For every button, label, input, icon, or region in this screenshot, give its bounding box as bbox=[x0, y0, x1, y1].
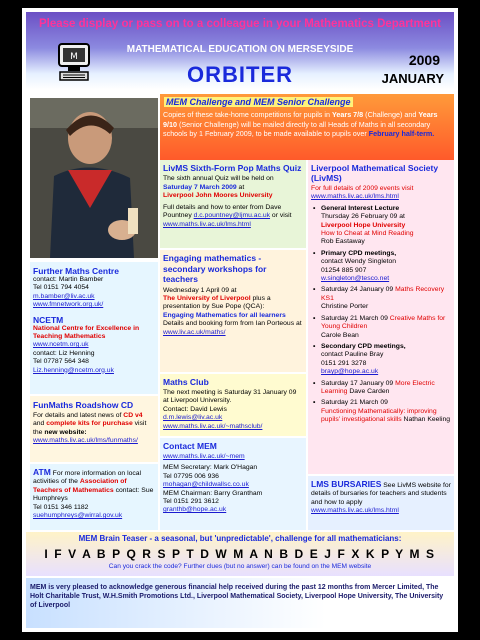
student-photo bbox=[30, 98, 158, 258]
contact-chairman-phone: Tel 0151 291 3612 bbox=[163, 498, 219, 506]
list-item bbox=[308, 343, 454, 377]
list-item bbox=[308, 315, 454, 340]
brain-teaser-panel bbox=[26, 532, 454, 576]
event-speaker: Dave Carden bbox=[347, 387, 390, 395]
contact-secretary-phone: Tel 07795 006 936 bbox=[163, 472, 219, 480]
club-email-link[interactable]: d.m.lewis@liv.ac.uk bbox=[163, 414, 223, 422]
pop-maths-quiz-panel bbox=[160, 160, 306, 248]
livms-panel bbox=[308, 160, 454, 474]
fmc-contact: contact: Martin Bamber bbox=[33, 276, 104, 283]
list-item bbox=[308, 380, 454, 397]
quiz-email-link[interactable]: d.c.pountney@ljmu.ac.uk bbox=[193, 212, 271, 220]
engage-heading: Engaging mathematics - secondary workshops for teachers bbox=[163, 253, 267, 284]
list-item bbox=[308, 399, 454, 424]
ncetm-email-link[interactable]: Liz.henning@ncetm.org.uk bbox=[33, 366, 114, 374]
quiz-details-text: Full details and how to enter from Dave Pountney bbox=[163, 203, 282, 220]
mem-text-1: Copies of these take-home competitions for pupils in bbox=[163, 110, 332, 119]
engage-venue: The University of Liverpool bbox=[163, 294, 251, 302]
funmaths-roadshow-panel bbox=[30, 396, 158, 462]
contact-secretary: MEM Secretary: Mark O'Hagan bbox=[163, 464, 258, 472]
newsletter-sheet bbox=[22, 8, 458, 632]
roadshow-cd-version: CD v4 bbox=[123, 412, 143, 419]
event-date: Saturday 24 January 09 bbox=[321, 286, 396, 294]
further-maths-heading: Further Maths Centre bbox=[33, 266, 119, 276]
event-speaker: Carole Bean bbox=[321, 331, 359, 339]
roadshow-visit: visit the bbox=[33, 420, 147, 436]
livms-heading: Liverpool Mathematical Society (LivMS) bbox=[311, 163, 439, 183]
contact-chairman: MEM Chairman: Barry Grantham bbox=[163, 489, 263, 497]
engage-date: Wednesday 1 April 09 at bbox=[163, 286, 237, 294]
roadshow-and: and bbox=[33, 420, 47, 428]
subtitle: MATHEMATICAL EDUCATION ON MERSEYSIDE bbox=[126, 44, 354, 55]
footer-text: MEM is very pleased to acknowledge generous financial help received during the past 12 months from Mercer Limited, The Holt Charitable Trust, W.H.Smith Promotions Ltd., Liverpool Mathematical Society, Liverpool Hope University, The University of Liverpool bbox=[30, 584, 444, 609]
lms-bursaries-panel bbox=[308, 476, 454, 530]
club-contact: Contact: David Lewis bbox=[163, 405, 227, 413]
ncetm-text bbox=[33, 325, 155, 375]
display-notice: Please display or pass on to a colleague in your Mathematics Department bbox=[39, 18, 441, 30]
club-next-meeting: The next meeting is Saturday 31 January 09 at Liverpool University. bbox=[163, 389, 297, 405]
mem-half-term: February half-term. bbox=[368, 129, 435, 138]
event-contact: contact Pauline Bray bbox=[321, 351, 384, 359]
event-phone: 01254 885 907 bbox=[321, 266, 367, 274]
quiz-heading: LivMS Sixth-Form Pop Maths Quiz bbox=[163, 163, 302, 173]
event-date: Saturday 21 March 09 bbox=[321, 399, 388, 407]
ncetm-heading: NCETM bbox=[33, 314, 64, 325]
club-heading: Maths Club bbox=[163, 377, 209, 387]
roadshow-new-website: new website: bbox=[44, 428, 87, 436]
event-phone: 0151 291 3278 bbox=[321, 359, 367, 367]
atm-panel bbox=[30, 464, 158, 530]
quiz-url-link[interactable]: www.maths.liv.ac.uk/lms.html bbox=[163, 220, 251, 228]
student-photo-image bbox=[30, 98, 158, 258]
livms-intro-text: For full details of 2009 events visit bbox=[311, 185, 414, 192]
contact-chairman-email-link[interactable]: granthb@hope.ac.uk bbox=[163, 506, 227, 514]
event-talk: How to Cheat at Mind Reading bbox=[321, 230, 414, 238]
livms-intro bbox=[311, 185, 451, 202]
mem-years-9-10: Years 9/10 bbox=[163, 110, 438, 129]
roadshow-heading: FunMaths Roadshow CD bbox=[33, 400, 134, 410]
livms-event-list bbox=[308, 205, 454, 425]
event-title: General Interest Lecture bbox=[321, 204, 400, 212]
event-date: Thursday 26 February 09 at bbox=[321, 213, 405, 221]
further-maths-text bbox=[33, 276, 155, 310]
event-talk: Creative Maths for Young Children bbox=[321, 314, 446, 331]
computer-monitor-logo-icon bbox=[54, 40, 94, 82]
engage-talk-title: Engaging Mathematics for all learners bbox=[163, 311, 286, 319]
engage-text bbox=[163, 287, 303, 337]
mem-challenge-text bbox=[163, 110, 451, 139]
svg-text:M: M bbox=[70, 52, 78, 62]
roadshow-text-1: For details and latest news of bbox=[33, 412, 124, 419]
event-speaker: Christine Porter bbox=[321, 303, 369, 311]
club-url-link[interactable]: www.maths.liv.ac.uk/~mathsclub/ bbox=[163, 422, 263, 430]
issue-month: JANUARY bbox=[381, 71, 444, 86]
event-talk: More Electric Learning bbox=[321, 379, 435, 395]
quiz-venue: Liverpool John Moores University bbox=[163, 192, 273, 200]
atm-phone: Tel 0151 346 1182 bbox=[33, 503, 89, 511]
contact-text bbox=[163, 453, 303, 515]
contact-heading: Contact MEM bbox=[163, 441, 217, 451]
mem-challenge-heading: MEM Challenge and MEM Senior Challenge bbox=[166, 97, 351, 107]
event-date: Saturday 21 March 09 bbox=[321, 314, 390, 322]
roadshow-url-link[interactable]: www.maths.liv.ac.uk/lms/funmaths/ bbox=[33, 437, 138, 445]
contact-secretary-email-link[interactable]: mohagan@childwallsc.co.uk bbox=[163, 481, 249, 489]
list-item bbox=[308, 205, 454, 247]
event-date: Saturday 17 January 09 bbox=[321, 379, 396, 387]
event-title: Secondary CPD meetings, bbox=[321, 342, 406, 350]
mem-text-2: (Challenge) and bbox=[363, 110, 419, 119]
ncetm-subtitle: National Centre for Excellence in Teaching Mathematics bbox=[33, 324, 140, 341]
engage-url-link[interactable]: www.liv.ac.uk/maths/ bbox=[163, 328, 226, 336]
event-speaker: Nathan Keeling bbox=[401, 416, 451, 424]
event-talk: Functioning Mathematically: improving pupils' investigational skills bbox=[321, 407, 437, 424]
list-item bbox=[308, 286, 454, 311]
fmc-url-link[interactable]: www.fmnetwork.org.uk/ bbox=[33, 301, 104, 309]
atm-text bbox=[33, 468, 155, 520]
event-email-link[interactable]: brayp@hope.ac.uk bbox=[321, 368, 379, 376]
event-venue: Liverpool Hope University bbox=[321, 221, 406, 229]
ncetm-url-link[interactable]: www.ncetm.org.uk bbox=[33, 341, 89, 349]
event-speaker: Rob Eastaway bbox=[321, 238, 365, 246]
event-email-link[interactable]: w.singleton@tesco.net bbox=[321, 275, 390, 283]
teaser-heading: MEM Brain Teaser - a seasonal, but 'unpredictable', challenge for all mathematicians: bbox=[78, 534, 402, 543]
bursaries-text bbox=[311, 480, 451, 516]
atm-email-link[interactable]: suehumphreys@wirral.gov.uk bbox=[33, 512, 123, 520]
engaging-maths-panel bbox=[160, 250, 306, 372]
club-text bbox=[163, 389, 303, 431]
engage-details: Details and booking form from Ian Porteous at bbox=[163, 320, 302, 328]
event-talk: Maths Recovery KS1 bbox=[321, 286, 445, 302]
quiz-at: at bbox=[236, 183, 245, 191]
livms-url-link[interactable]: www.maths.liv.ac.uk/lms.html bbox=[311, 193, 399, 201]
mem-challenge-panel bbox=[160, 94, 454, 160]
teaser-code: I F V A B P Q R S P T D W M A N B D E J F X K P Y M S bbox=[44, 547, 436, 561]
bursaries-body: See LivMS website for details of bursaries for teachers and students and how to apply bbox=[311, 482, 451, 506]
quiz-details bbox=[163, 204, 303, 221]
contact-mem-panel bbox=[160, 438, 306, 530]
engage-presentation: plus a presentation by Sue Pope (QCA): bbox=[163, 294, 271, 311]
quiz-intro: The sixth annual Quiz will be held on bbox=[163, 175, 274, 182]
atm-association: Association of Teachers of Mathematics bbox=[33, 478, 127, 494]
acknowledgement-footer bbox=[26, 578, 454, 628]
quiz-text bbox=[163, 175, 303, 230]
fmc-email-link[interactable]: m.bamber@liv.ac.uk bbox=[33, 292, 95, 300]
maths-club-panel bbox=[160, 374, 306, 436]
bursaries-url-link[interactable]: www.maths.liv.ac.uk/lms.html bbox=[311, 507, 399, 515]
fmc-phone: Tel 0151 794 4054 bbox=[33, 284, 89, 292]
ncetm-phone: Tel 07787 564 348 bbox=[33, 358, 89, 366]
ncetm-contact: contact: Liz Henning bbox=[33, 349, 95, 357]
page-title: ORBITER bbox=[187, 62, 293, 87]
atm-text-1: For more information on local activities of the bbox=[33, 470, 142, 486]
bursaries-heading: LMS BURSARIES bbox=[311, 479, 382, 489]
roadshow-text bbox=[33, 412, 155, 446]
event-title: Primary CPD meetings, bbox=[321, 249, 397, 257]
atm-contact: contact: Sue Humphreys bbox=[33, 486, 154, 503]
list-item bbox=[308, 250, 454, 284]
mem-text-3: (Senior Challenge) will be mailed directly to all Heads of Maths in all secondary schools by 1 February 2009, to be made available to pupils over bbox=[163, 119, 431, 138]
event-contact: contact Wendy Singleton bbox=[321, 258, 397, 266]
quiz-or: or visit bbox=[270, 212, 292, 220]
roadshow-kits: complete kits for purchase bbox=[46, 420, 133, 428]
teaser-note: Can you crack the code? Further clues (but no answer) can be found on the MEM website bbox=[108, 563, 372, 570]
issue-year: 2009 bbox=[408, 52, 440, 68]
atm-heading: ATM bbox=[33, 467, 51, 477]
mem-years-7-8: Years 7/8 bbox=[332, 110, 364, 119]
contact-url-link[interactable]: www.maths.liv.ac.uk/~mem bbox=[163, 453, 245, 460]
quiz-date: Saturday 7 March 2009 bbox=[163, 183, 237, 191]
further-maths-panel bbox=[30, 262, 158, 394]
